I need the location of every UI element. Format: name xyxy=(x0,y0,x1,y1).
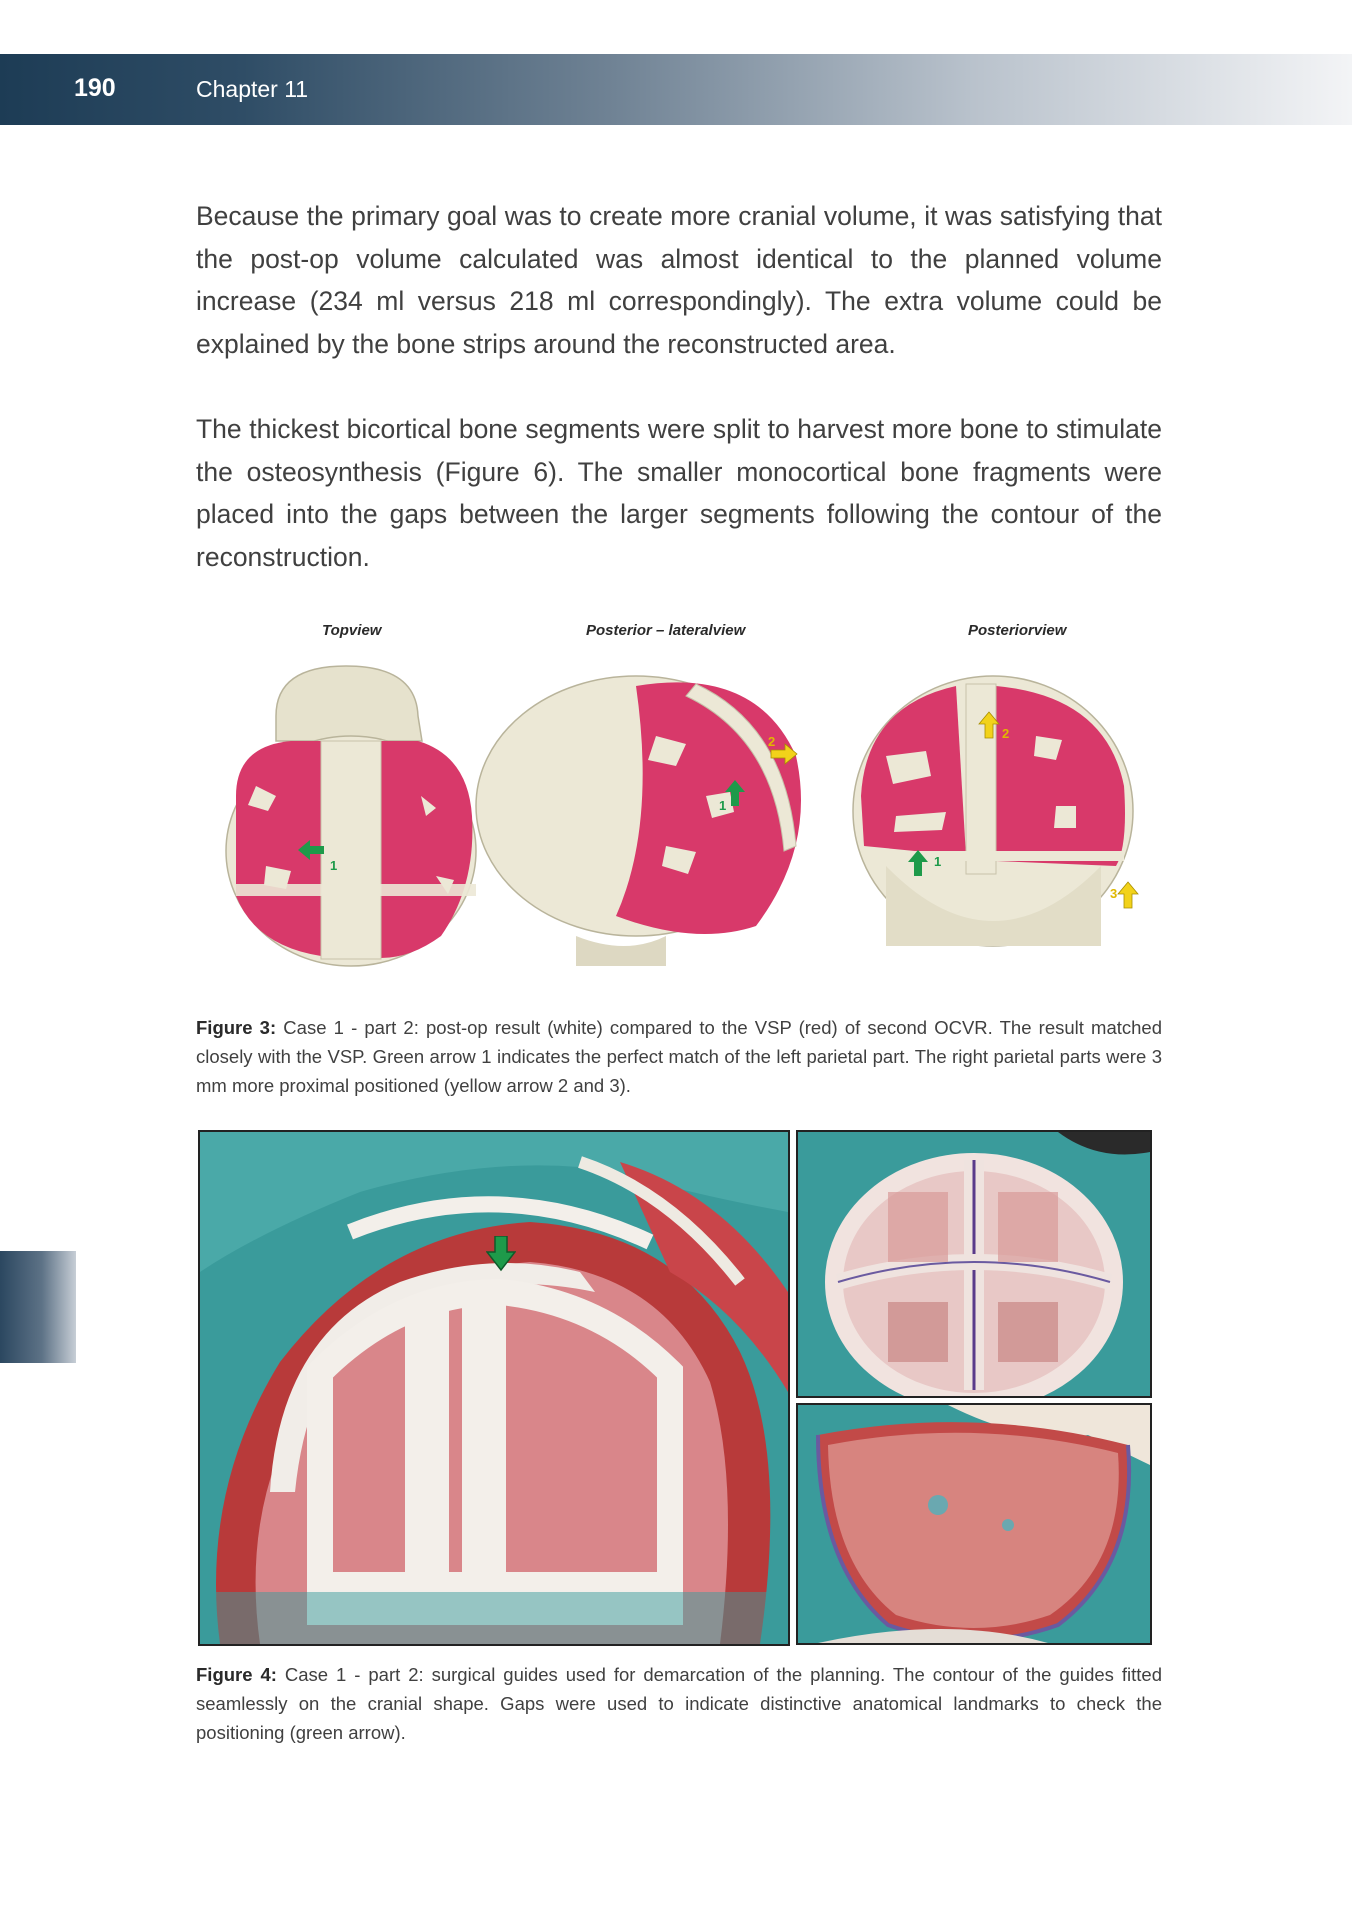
view-title-posterior: Posteriorview xyxy=(968,622,1067,639)
caption-label: Figure 3: xyxy=(196,1017,277,1038)
arrow-label: 1 xyxy=(934,854,942,869)
caption-text: Case 1 - part 2: surgical guides used for demarcation of the planning. The contour of the guides fitted seamlessly on the cranial shape. Gaps were used to indicate distinctive anatomical landmarks to check the positioning (green arrow). xyxy=(196,1664,1162,1743)
arrow-label: 3 xyxy=(1110,886,1118,901)
caption-text: Case 1 - part 2: post-op result (white) compared to the VSP (red) of second OCVR. The result matched closely with the VSP. Green arrow 1 indicates the perfect match of the left parietal part. The right parietal parts were 3 mm more proximal positioned (yellow arrow 2 and 3). xyxy=(196,1017,1162,1096)
page-number: 190 xyxy=(74,74,116,102)
skull-posterior-lateral-view xyxy=(476,676,801,966)
skull-renderings xyxy=(196,646,1162,976)
figure-3 xyxy=(196,622,1162,974)
figure-3-caption xyxy=(196,1013,1162,1100)
chapter-title: Chapter 11 xyxy=(196,76,309,102)
view-title-top: Topview xyxy=(322,622,382,639)
body-paragraph: Because the primary goal was to create more cranial volume, it was satisfying that the post-op volume calculated was almost identical to the planned volume increase (234 ml versus 218 ml correspondingly). The extra volume could be explained by the bone strips around the reconstructed area. xyxy=(196,201,1162,359)
yellow-arrow xyxy=(1118,882,1138,908)
caption-label: Figure 4: xyxy=(196,1664,277,1685)
arrow-label: 1 xyxy=(719,798,727,813)
arrow-label: 2 xyxy=(1002,726,1010,741)
skull-top-view xyxy=(226,666,476,966)
guide-on-model-photo xyxy=(796,1130,1152,1398)
side-thumb-tab xyxy=(0,1251,76,1363)
arrow-label: 2 xyxy=(768,734,776,749)
arrow-label: 1 xyxy=(330,858,338,873)
bone-segment-photo xyxy=(796,1403,1152,1645)
surgical-guide-photo xyxy=(198,1130,790,1646)
figure-4-caption xyxy=(196,1660,1162,1747)
view-title-posterior-lateral: Posterior – lateralview xyxy=(586,622,746,639)
body-paragraph: The thickest bicortical bone segments were split to harvest more bone to stimulate the osteosynthesis (Figure 6). The smaller monocortical bone fragments were placed into the gaps between the larger segments following the contour of the reconstruction. xyxy=(196,414,1162,572)
green-arrow xyxy=(486,1236,516,1272)
